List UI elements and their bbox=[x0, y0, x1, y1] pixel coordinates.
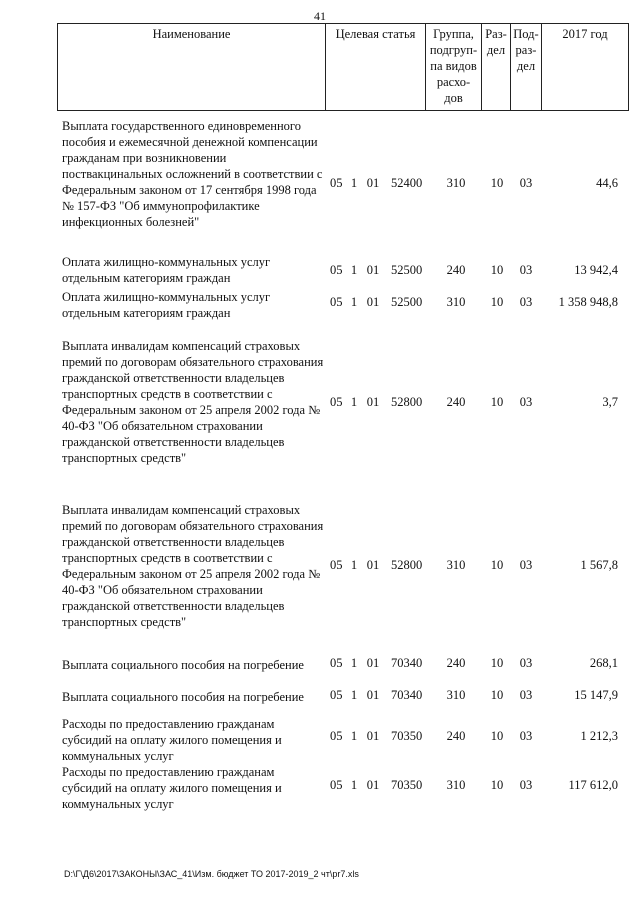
header-group-line: Группа, bbox=[433, 27, 474, 41]
row-name: Оплата жилищно-коммунальных услуг отдельным категориям граждан bbox=[62, 255, 271, 285]
amount-2017: 15 147,9 bbox=[574, 688, 618, 702]
podrazdel: 03 bbox=[519, 295, 533, 309]
code-event: 01 bbox=[366, 295, 380, 309]
amount-2017: 3,7 bbox=[602, 395, 618, 409]
amount-2017: 44,6 bbox=[596, 176, 618, 190]
code-event: 01 bbox=[366, 176, 380, 190]
header-podrazdel-line: раз- bbox=[515, 43, 537, 57]
code-program: 05 bbox=[330, 395, 343, 409]
file-path-footer: D:\Г\Д6\2017\ЗАКОНЫ\ЗАС_41\Изм. бюджет ТО 2017-2019_2 чт\pr7.xls bbox=[64, 869, 359, 879]
razdel: 10 bbox=[490, 395, 504, 409]
podrazdel: 03 bbox=[519, 778, 533, 792]
code-direction: 70340 bbox=[391, 688, 423, 702]
expense-group: 310 bbox=[446, 688, 466, 702]
code-event: 01 bbox=[366, 395, 380, 409]
code-direction: 70340 bbox=[391, 656, 423, 670]
code-subprogram: 1 bbox=[350, 656, 358, 670]
header-group bbox=[426, 26, 481, 106]
code-subprogram: 1 bbox=[350, 176, 358, 190]
podrazdel: 03 bbox=[519, 688, 533, 702]
code-subprogram: 1 bbox=[350, 729, 358, 743]
expense-group: 240 bbox=[446, 263, 466, 277]
code-program: 05 bbox=[330, 176, 343, 190]
razdel: 10 bbox=[490, 729, 504, 743]
code-event: 01 bbox=[366, 688, 380, 702]
razdel: 10 bbox=[490, 176, 504, 190]
code-program: 05 bbox=[330, 729, 343, 743]
expense-group: 310 bbox=[446, 176, 466, 190]
header-podrazdel-line: дел bbox=[516, 59, 536, 73]
razdel: 10 bbox=[490, 688, 504, 702]
header-podrazdel bbox=[511, 26, 541, 74]
code-subprogram: 1 bbox=[350, 263, 358, 277]
podrazdel: 03 bbox=[519, 395, 533, 409]
razdel: 10 bbox=[490, 656, 504, 670]
code-event: 01 bbox=[366, 778, 380, 792]
amount-2017: 117 612,0 bbox=[568, 778, 618, 792]
code-direction: 70350 bbox=[391, 729, 423, 743]
expense-group: 310 bbox=[446, 558, 466, 572]
amount-2017: 1 212,3 bbox=[580, 729, 618, 743]
header-name: Наименование bbox=[152, 27, 231, 41]
razdel: 10 bbox=[490, 263, 504, 277]
row-name: Выплата социального пособия на погребение bbox=[62, 690, 304, 704]
row-name: Оплата жилищно-коммунальных услуг отдельным категориям граждан bbox=[62, 290, 271, 320]
code-event: 01 bbox=[366, 656, 380, 670]
code-subprogram: 1 bbox=[350, 778, 358, 792]
podrazdel: 03 bbox=[519, 263, 533, 277]
header-group-line: па видов bbox=[430, 59, 477, 73]
code-direction: 52800 bbox=[391, 395, 423, 409]
amount-2017: 13 942,4 bbox=[574, 263, 618, 277]
podrazdel: 03 bbox=[519, 656, 533, 670]
code-subprogram: 1 bbox=[350, 558, 358, 572]
header-year: 2017 год bbox=[562, 27, 608, 41]
row-name: Выплата государственного единовременного пособия и ежемесячной денежной компенсации гражданам при возникновении поствакцинальных осложнений в соответствии с Федеральным законом от 17 сентября 1998 года № 157-ФЗ "Об иммунопрофилактике инфекционных болезней" bbox=[62, 119, 323, 229]
code-direction: 52800 bbox=[391, 558, 423, 572]
row-name: Выплата социального пособия на погребение bbox=[62, 658, 304, 672]
expense-group: 240 bbox=[446, 729, 466, 743]
razdel: 10 bbox=[490, 558, 504, 572]
code-subprogram: 1 bbox=[350, 395, 358, 409]
header-razdel-line: дел bbox=[486, 43, 506, 57]
amount-2017: 268,1 bbox=[589, 656, 618, 670]
code-direction: 52400 bbox=[391, 176, 423, 190]
code-subprogram: 1 bbox=[350, 295, 358, 309]
expense-group: 310 bbox=[446, 778, 466, 792]
header-group-line: расхо- bbox=[436, 75, 471, 89]
code-direction: 70350 bbox=[391, 778, 423, 792]
code-direction: 52500 bbox=[391, 263, 423, 277]
code-program: 05 bbox=[330, 558, 343, 572]
page-number: 41 bbox=[314, 9, 326, 23]
amount-2017: 1 567,8 bbox=[580, 558, 618, 572]
expense-group: 310 bbox=[446, 295, 466, 309]
row-name: Выплата инвалидам компенсаций страховых премий по договорам обязательного страхования гражданской ответственности владельцев транспортных средств в соответствии с Федеральным законом от 25 апреля 2002 года № 40-ФЗ "Об обязательном страховании гражданской ответственности владельцев транспортных средств" bbox=[62, 503, 324, 629]
header-podrazdel-line: Под- bbox=[513, 27, 539, 41]
amount-2017: 1 358 948,8 bbox=[558, 295, 618, 309]
code-program: 05 bbox=[330, 263, 343, 277]
code-program: 05 bbox=[330, 656, 343, 670]
podrazdel: 03 bbox=[519, 558, 533, 572]
header-razdel bbox=[482, 26, 510, 58]
row-name: Выплата инвалидам компенсаций страховых премий по договорам обязательного страхования гражданской ответственности владельцев транспортных средств в соответствии с Федеральным законом от 25 апреля 2002 года № 40-ФЗ "Об обязательном страховании гражданской ответственности владельцев транспортных средств" bbox=[62, 339, 324, 465]
header-group-line: подгруп- bbox=[429, 43, 478, 57]
code-event: 01 bbox=[366, 729, 380, 743]
code-event: 01 bbox=[366, 263, 380, 277]
podrazdel: 03 bbox=[519, 176, 533, 190]
code-event: 01 bbox=[366, 558, 380, 572]
row-name: Расходы по предоставлению гражданам субсидий на оплату жилого помещения и коммунальных услуг bbox=[62, 765, 282, 811]
header-target-article: Целевая статья bbox=[335, 27, 416, 41]
code-program: 05 bbox=[330, 778, 343, 792]
header-razdel-line: Раз- bbox=[485, 27, 507, 41]
code-direction: 52500 bbox=[391, 295, 423, 309]
expense-group: 240 bbox=[446, 656, 466, 670]
header-group-line: дов bbox=[444, 91, 463, 105]
code-program: 05 bbox=[330, 295, 343, 309]
row-name: Расходы по предоставлению гражданам субсидий на оплату жилого помещения и коммунальных услуг bbox=[62, 717, 282, 763]
code-subprogram: 1 bbox=[350, 688, 358, 702]
podrazdel: 03 bbox=[519, 729, 533, 743]
expense-group: 240 bbox=[446, 395, 466, 409]
code-program: 05 bbox=[330, 688, 343, 702]
razdel: 10 bbox=[490, 295, 504, 309]
razdel: 10 bbox=[490, 778, 504, 792]
